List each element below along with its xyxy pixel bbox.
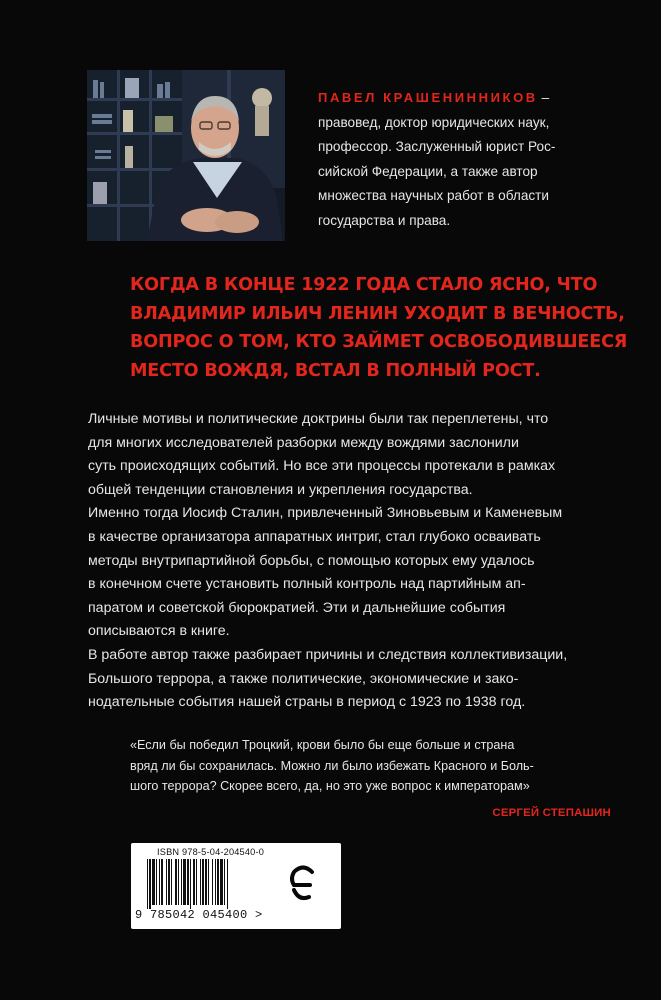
headline-line: ВЛАДИМИР ИЛЬИЧ ЛЕНИН УХОДИТ В ВЕЧНОСТЬ, (130, 303, 625, 324)
barcode-bar (208, 859, 209, 905)
barcode-bar (196, 859, 197, 905)
author-name-dash: – (537, 90, 550, 105)
barcode-bar (227, 859, 228, 909)
barcode-bar (156, 859, 157, 905)
author-bio-line: правовед, доктор юридических наук, (318, 114, 550, 130)
barcode-bar (200, 859, 201, 905)
author-bio-line: сийской Федерации, а также автор (318, 163, 538, 179)
description-line: методы внутрипартийной борьбы, с помощью которых ему удалось (88, 552, 535, 569)
barcode-bar (212, 859, 213, 905)
barcode-bar (175, 859, 177, 905)
description-line: паратом и советской бюрократией. Эти и дальнейшие события (88, 599, 506, 616)
barcode-bar (215, 859, 216, 905)
headline-line: КОГДА В КОНЦЕ 1922 ГОДА СТАЛО ЯСНО, ЧТО (130, 275, 598, 295)
quote-line: «Если бы победил Троцкий, крови было бы еще больше и страна (130, 738, 515, 752)
barcode-bar (224, 859, 225, 905)
description-line: В работе автор также разбирает причины и следствия коллективизации, (88, 646, 568, 663)
description-line: в качестве организатора аппаратных интриг, стал глубоко осваивать (88, 528, 541, 545)
barcode-bar (205, 859, 207, 905)
author-photo-illustration (87, 70, 285, 241)
quote (130, 735, 612, 797)
barcode-bar (178, 859, 179, 905)
quote-line: вряд ли бы сохранилась. Можно ли было избежать Красного и Боль- (130, 758, 534, 773)
barcode-bar (202, 859, 204, 905)
description-line: Именно тогда Иосиф Сталин, привлеченный Зиновьевым и Каменевым (88, 505, 563, 522)
barcode-bar (168, 859, 170, 905)
barcode-bar (161, 859, 163, 905)
barcode-bar (193, 859, 195, 905)
barcode-bar (181, 859, 182, 905)
author-bio-first-line (318, 86, 618, 111)
author-bio-line: государства и права. (318, 212, 451, 228)
quote-line: шого террора? Скорее всего, да, но это уже вопрос к императорам» (130, 779, 530, 793)
description-line: описываются в книге. (88, 623, 230, 640)
author-bio (318, 86, 618, 233)
barcode-bar (149, 859, 151, 909)
barcode-bar (183, 859, 186, 905)
headline-line: ВОПРОС О ТОМ, КТО ЗАЙМЕТ ОСВОБОДИВШЕЕСЯ (130, 332, 628, 353)
headline-line: МЕСТО ВОЖДЯ, ВСТАЛ В ПОЛНЫЙ РОСТ. (130, 360, 541, 381)
barcode-bar (217, 859, 219, 905)
barcode-bar (190, 859, 191, 909)
barcode-bar (159, 859, 160, 905)
barcode-bar (187, 859, 189, 905)
description-line: суть происходящих событий. Но все эти процессы протекали в рамках (88, 458, 556, 475)
description-line: Личные мотивы и политические доктрины были так переплетены, что (88, 411, 549, 427)
barcode-bars (145, 859, 295, 909)
description-line: общей тенденции становления и укрепления государства. (88, 481, 473, 498)
author-bio-line: множества научных работ в области (318, 188, 550, 203)
isbn-label: ISBN 978-5-04-204540-0 (157, 847, 265, 857)
headline (130, 271, 630, 385)
description-line: в конечном счете установить полный контроль над партийным ап- (88, 576, 526, 593)
description-line: Большого террора, а также политические, экономические и зако- (88, 670, 519, 687)
barcode-bar (220, 859, 223, 905)
author-photo (87, 70, 285, 241)
quote-author: СЕРГЕЙ СТЕПАШИН (492, 807, 611, 819)
barcode-bar (171, 859, 172, 905)
author-name: ПАВЕЛ КРАШЕНИННИКОВ (318, 90, 538, 105)
barcode-digits: 9 785042 045400 > (135, 908, 263, 922)
barcode-bar (152, 859, 155, 905)
description-line: для многих исследователей разборки между вождями заслонили (88, 434, 519, 451)
description-text (88, 408, 573, 715)
barcode-bar (147, 859, 148, 909)
eksmo-logo-icon (281, 853, 325, 913)
barcode-bar (166, 859, 167, 905)
description-line: нодательные события нашей страны в период с 1923 по 1938 год. (88, 694, 526, 711)
author-bio-line: профессор. Заслуженный юрист Рос- (318, 139, 556, 154)
